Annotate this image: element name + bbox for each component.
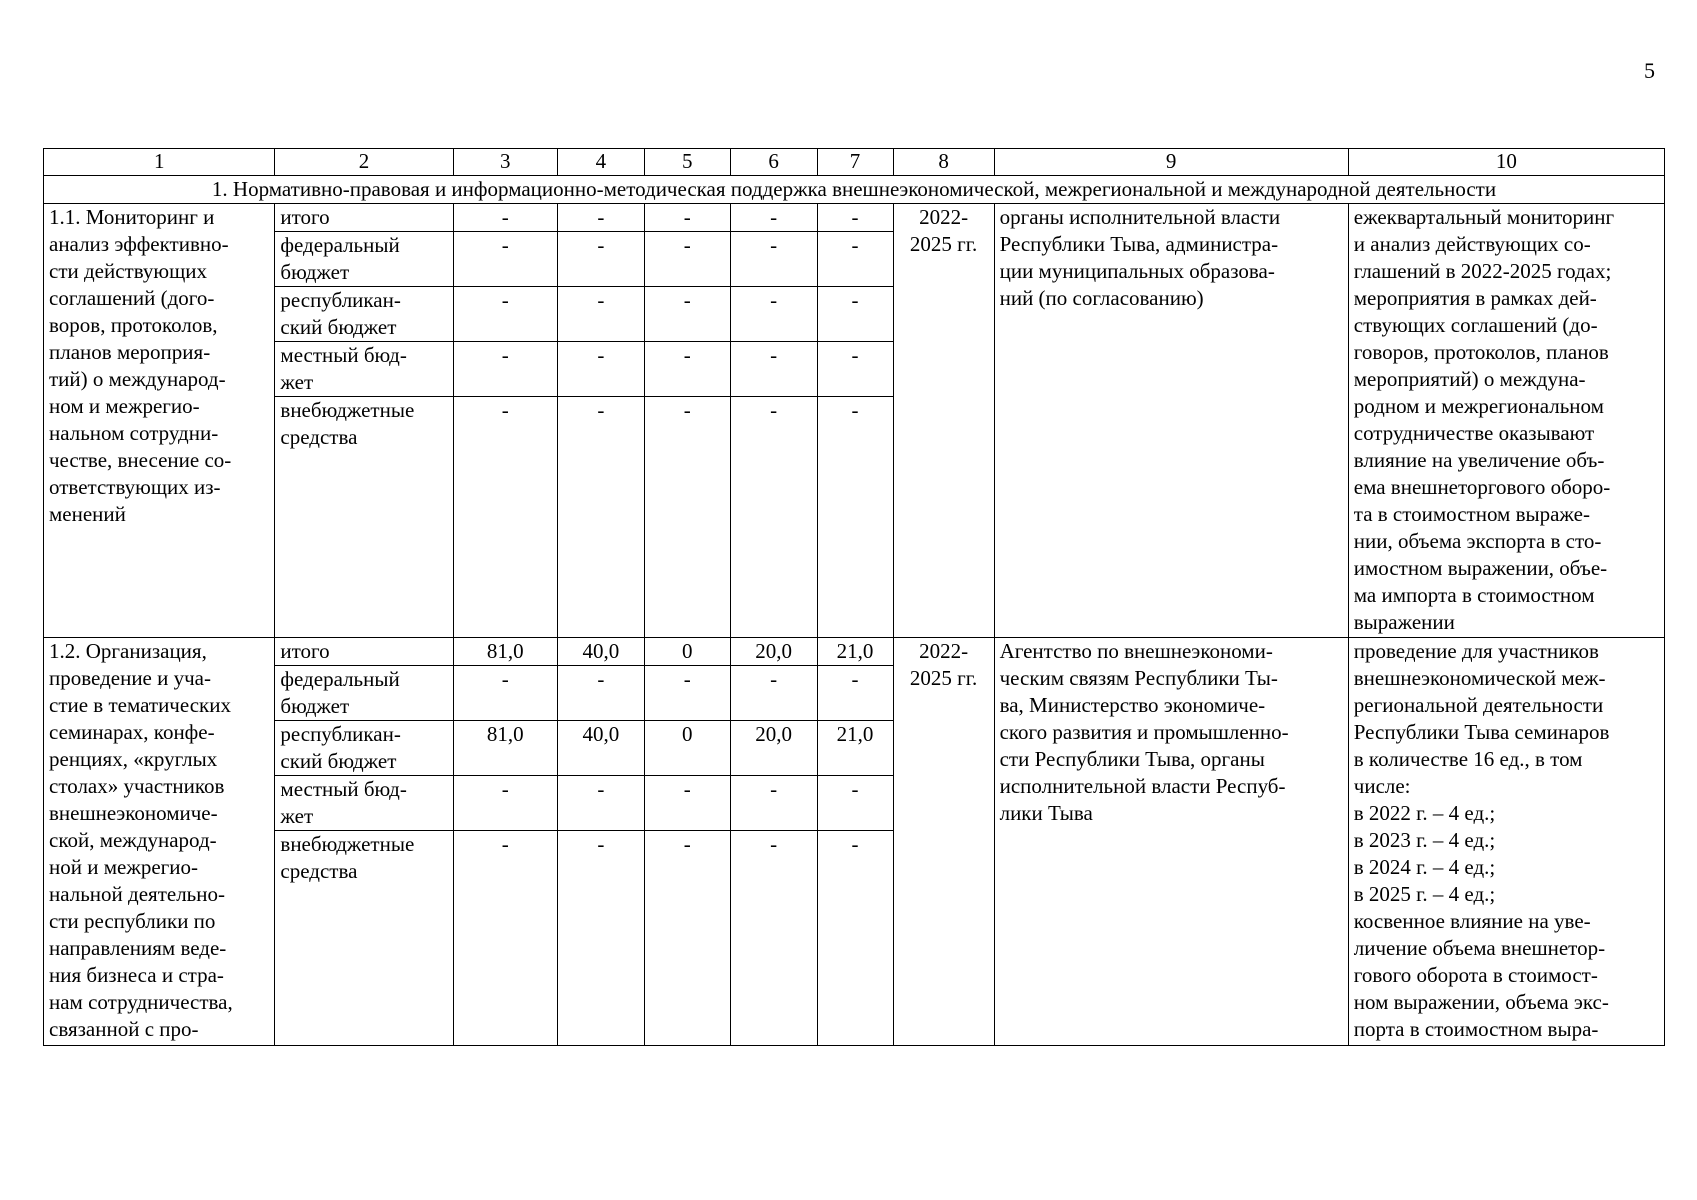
- funding-2023: -: [644, 204, 730, 232]
- funding-2023: -: [644, 776, 730, 831]
- column-header: 7: [817, 149, 893, 176]
- funding-total: -: [453, 342, 557, 397]
- funding-2022: 40,0: [557, 638, 644, 666]
- funding-total: -: [453, 666, 557, 721]
- activity-name: 1.1. Мониторинг и анализ эффективно- сти действующих соглашений (дого- воров, протоколов, планов мероприя- тий) о международ- ном и межрегио- нальном сотрудни- честве, внесение со- ответствующих из- менений: [44, 204, 275, 638]
- section-title-row: [44, 176, 1665, 204]
- activity-name: 1.2. Организация, проведение и уча- стие в тематических семинарах, конфе- ренциях, «круглых столах» участников внешнеэкономиче- ской, международ- ной и межрегио- нальной деятельно- сти республики по направлениям веде- ния бизнеса и стра- нам сотрудничества, связанной с про-: [44, 638, 275, 1046]
- funding-2025: -: [817, 287, 893, 342]
- funding-2025: -: [817, 204, 893, 232]
- funding-2023: -: [644, 831, 730, 1046]
- column-header: 4: [557, 149, 644, 176]
- implementation-period: 2022- 2025 гг.: [893, 638, 994, 1046]
- funding-total: 81,0: [453, 721, 557, 776]
- funding-2025: 21,0: [817, 638, 893, 666]
- funding-2022: -: [557, 397, 644, 638]
- funding-total: -: [453, 232, 557, 287]
- funding-total: -: [453, 831, 557, 1046]
- column-header: 2: [275, 149, 453, 176]
- funding-2024: -: [730, 342, 817, 397]
- funding-source: республикан- ский бюджет: [275, 287, 453, 342]
- funding-2022: -: [557, 287, 644, 342]
- funding-2024: -: [730, 831, 817, 1046]
- program-activities-table: [43, 148, 1665, 1046]
- funding-2025: -: [817, 831, 893, 1046]
- funding-source: федеральный бюджет: [275, 666, 453, 721]
- funding-2023: -: [644, 666, 730, 721]
- funding-2024: -: [730, 232, 817, 287]
- funding-2023: 0: [644, 638, 730, 666]
- funding-2022: -: [557, 232, 644, 287]
- funding-source: местный бюд- жет: [275, 776, 453, 831]
- column-header: 10: [1348, 149, 1664, 176]
- funding-2025: -: [817, 776, 893, 831]
- funding-2022: 40,0: [557, 721, 644, 776]
- funding-2023: -: [644, 342, 730, 397]
- funding-total: -: [453, 204, 557, 232]
- page-number: 5: [1644, 58, 1655, 83]
- column-header: 5: [644, 149, 730, 176]
- funding-2024: 20,0: [730, 721, 817, 776]
- funding-source: итого: [275, 204, 453, 232]
- funding-2024: -: [730, 204, 817, 232]
- funding-total: -: [453, 397, 557, 638]
- funding-source: внебюджетные средства: [275, 831, 453, 1046]
- funding-2024: -: [730, 287, 817, 342]
- section-title: 1. Нормативно-правовая и информационно-методическая поддержка внешнеэкономической, межрегиональной и международной деятельности: [44, 176, 1665, 204]
- expected-result: проведение для участников внешнеэкономической меж- региональной деятельности Республики Тыва семинаров в количестве 16 ед., в том числе: в 2022 г. – 4 ед.; в 2023 г. – 4 ед.; в 2024 г. – 4 ед.; в 2025 г. – 4 ед.; косвенное влияние на уве- личение объема внешнетор- гового оборота в стоимост- ном выражении, объема экс- порта в стоимостном выра-: [1348, 638, 1664, 1046]
- funding-total: 81,0: [453, 638, 557, 666]
- column-header: 9: [994, 149, 1348, 176]
- funding-2025: 21,0: [817, 721, 893, 776]
- funding-source: итого: [275, 638, 453, 666]
- funding-2025: -: [817, 397, 893, 638]
- funding-2025: -: [817, 666, 893, 721]
- column-header: 6: [730, 149, 817, 176]
- funding-2022: -: [557, 342, 644, 397]
- expected-result: ежеквартальный мониторинг и анализ действующих со- глашений в 2022-2025 годах; мероприятия в рамках дей- ствующих соглашений (до- говоров, протоколов, планов мероприятий) о междуна- родном и межрегиональном сотрудничестве оказывают влияние на увеличение объ- ема внешнеторгового оборо- та в стоимостном выраже- нии, объема экспорта в сто- имостном выражении, объе- ма импорта в стоимостном выражении: [1348, 204, 1664, 638]
- funding-2022: -: [557, 204, 644, 232]
- column-header: 1: [44, 149, 275, 176]
- funding-2024: -: [730, 397, 817, 638]
- funding-2023: 0: [644, 721, 730, 776]
- funding-2022: -: [557, 666, 644, 721]
- column-header: 3: [453, 149, 557, 176]
- funding-2025: -: [817, 342, 893, 397]
- funding-2023: -: [644, 397, 730, 638]
- funding-source: местный бюд- жет: [275, 342, 453, 397]
- funding-2023: -: [644, 287, 730, 342]
- funding-2022: -: [557, 831, 644, 1046]
- funding-source: республикан- ский бюджет: [275, 721, 453, 776]
- column-header: 8: [893, 149, 994, 176]
- funding-2024: 20,0: [730, 638, 817, 666]
- executors: органы исполнительной власти Республики Тыва, администра- ции муниципальных образова- ний (по согласованию): [994, 204, 1348, 638]
- funding-source: федеральный бюджет: [275, 232, 453, 287]
- funding-total: -: [453, 776, 557, 831]
- implementation-period: 2022- 2025 гг.: [893, 204, 994, 638]
- funding-2023: -: [644, 232, 730, 287]
- funding-total: -: [453, 287, 557, 342]
- table-row: [44, 638, 1665, 666]
- table-row: [44, 204, 1665, 232]
- executors: Агентство по внешнеэкономи- ческим связям Республики Ты- ва, Министерство экономиче- ского развития и промышленно- сти Республики Тыва, органы исполнительной власти Респуб- лики Тыва: [994, 638, 1348, 1046]
- funding-2024: -: [730, 666, 817, 721]
- funding-2025: -: [817, 232, 893, 287]
- column-number-row: [44, 149, 1665, 176]
- funding-2022: -: [557, 776, 644, 831]
- funding-source: внебюджетные средства: [275, 397, 453, 638]
- funding-2024: -: [730, 776, 817, 831]
